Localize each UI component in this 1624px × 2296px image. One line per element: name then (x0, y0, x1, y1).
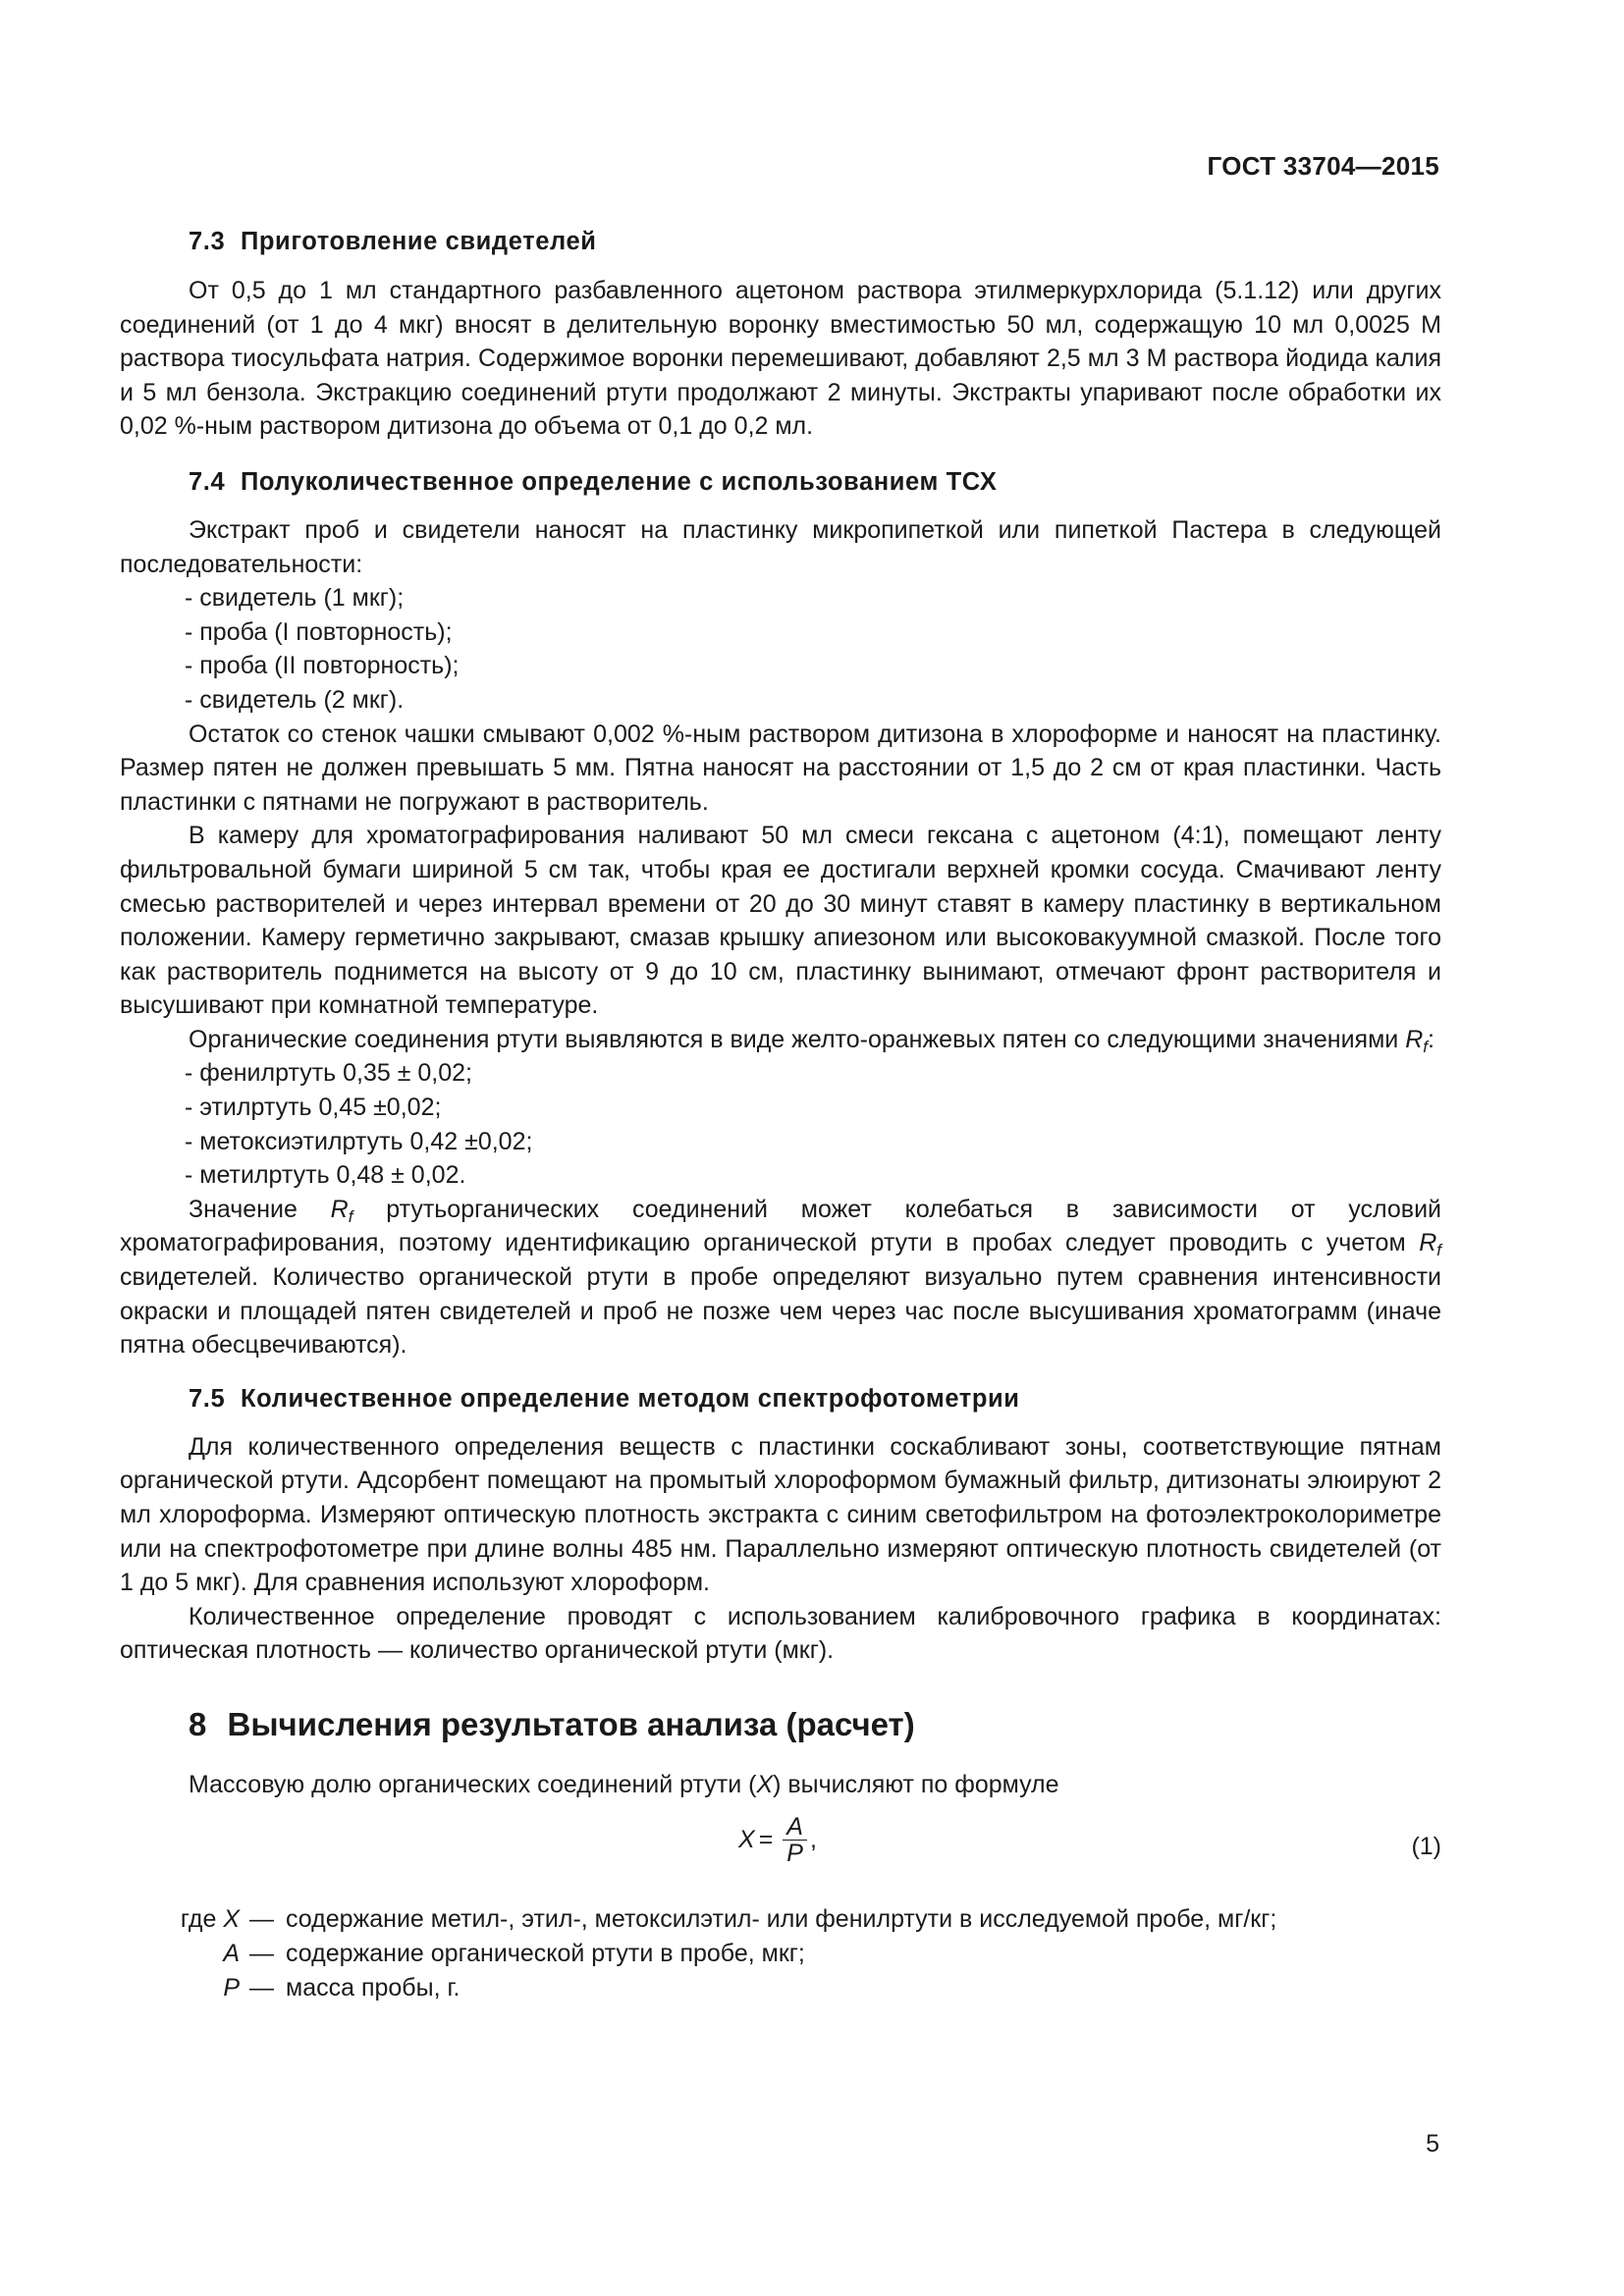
symbol-f: f (1423, 1037, 1428, 1056)
text-run: свидетелей. Количество органической ртути в пробе определяют визуально путем сравнения интенсивности окраски и площадей пятен свидетелей и проб не позже чем через час после высушивания хроматограмм (иначе пятна обесцвечиваются). (120, 1263, 1441, 1360)
section-number: 7.3 (189, 228, 226, 255)
list-item: - фенилртуть 0,35 ± 0,02; (185, 1059, 472, 1088)
section-number: 7.4 (189, 467, 226, 496)
definition-dash: — (249, 1939, 274, 1967)
formula-denominator: P (786, 1839, 803, 1867)
definition-text: содержание органической ртути в пробе, мкг; (286, 1939, 805, 1967)
formula-lhs: X (738, 1825, 755, 1853)
formula-equals: = (758, 1825, 774, 1853)
text-run: Массовую долю органических соединений ртути ( (189, 1770, 757, 1798)
symbol-r: R (330, 1195, 349, 1223)
symbol-r: R (1405, 1025, 1424, 1053)
definition-row (120, 1971, 1441, 2005)
list-item: - метоксиэтилртуть 0,42 ±0,02; (185, 1127, 533, 1155)
document-id: ГОСТ 33704—2015 (1207, 151, 1439, 181)
section-7-3-heading (120, 225, 1441, 258)
section-title: Вычисления результатов анализа (расчет) (227, 1705, 915, 1742)
text-run: Органические соединения ртути выявляются в виде желто-оранжевых пятен со следующими значениями (189, 1025, 1406, 1053)
section-title: Приготовление свидетелей (240, 228, 597, 255)
list-item: - метилртуть 0,48 ± 0,02. (185, 1161, 466, 1190)
symbol-f: f (1436, 1241, 1441, 1260)
list-item: - проба (II повторность); (185, 652, 460, 680)
text-run: ртутьорганических соединений может колебаться в зависимости от условий хроматографирования, поэтому идентификацию органической ртути в пробах следует проводить с учетом (120, 1195, 1442, 1257)
paragraph (120, 1768, 1441, 1802)
definition-dash: — (249, 1904, 274, 1933)
definition-dash: — (249, 1973, 274, 2002)
definition-text: масса пробы, г. (286, 1973, 460, 2002)
section-7-5-heading (120, 1382, 1441, 1415)
symbol-f: f (348, 1206, 353, 1226)
symbol: A (223, 1939, 240, 1967)
formula-tail: , (809, 1825, 817, 1853)
rf-symbol (330, 1195, 353, 1226)
paragraph: От 0,5 до 1 мл стандартного разбавленного ацетоном раствора этилмеркурхлорида (5.1.12) или других соединений (от 1 до 4 мкг) вносят в делительную воронку вместимостью 50 мл, содержащую 10 мл 0,0025 М раствора тиосульфата натрия. Содержимое воронки перемешивают, добавляют 2,5 мл 3 М раствора йодида калия и 5 мл бензола. Экстракцию соединений ртути продолжают 2 минуты. Экстракты упаривают после обработки их 0,02 %-ным раствором дитизона до объема от 0,1 до 0,2 мл. (120, 277, 1441, 441)
paragraph (120, 1023, 1441, 1057)
symbol: P (223, 1973, 240, 2002)
rf-symbol (1419, 1229, 1441, 1260)
section-title: Полуколичественное определение с использованием ТСХ (240, 467, 998, 496)
definition-symbol (120, 1971, 240, 2005)
page-number: 5 (1426, 2130, 1439, 2158)
list-item: - свидетель (1 мкг); (185, 584, 405, 613)
section-number: 8 (189, 1705, 207, 1742)
paragraph (120, 1193, 1441, 1362)
page-body (120, 225, 1441, 2005)
paragraph: В камеру для хроматографирования наливают 50 мл смеси гексана с ацетоном (4:1), помещают ленту фильтровальной бумаги шириной 5 см так, чтобы края ее достигали верхней кромки сосуда. Смачивают ленту смесью растворителей и через интервал времени от 20 до 30 минут ставят в камеру пластинку в вертикальном положении. Камеру герметично закрывают, смазав крышку апиезоном или высоковакуумной смазкой. После того как растворитель поднимется на высоту от 9 до 10 см, пластинку вынимают, отмечают фронт растворителя и высушивают при комнатной температуре. (120, 822, 1441, 1020)
symbol-x: X (756, 1770, 774, 1798)
formula-numerator: A (783, 1814, 807, 1841)
text-run: Значение (189, 1195, 331, 1223)
paragraph: Количественное определение проводят с использованием калибровочного графика в координатах: оптическая плотность — количество органической ртути (мкг). (120, 1602, 1441, 1665)
formula-1 (120, 1812, 1441, 1881)
paragraph: Экстракт проб и свидетели наносят на пластинку микропипеткой или пипеткой Пастера в следующей последовательности: (120, 515, 1441, 578)
definition-symbol (120, 1937, 240, 1971)
paragraph: Остаток со стенок чашки смывают 0,002 %-ным раствором дитизона в хлороформе и наносят на пластинку. Размер пятен не должен превышать 5 мм. Пятна наносят на расстоянии от 1,5 до 2 см от края пластинки. Часть пластинки с пятнами не погружают в растворитель. (120, 720, 1441, 816)
variable-definitions (120, 1902, 1441, 2005)
definition-text: содержание метил-, этил-, метоксилэтил- или фенилртути в исследуемой пробе, мг/кг; (286, 1904, 1277, 1933)
list-item: - этилртуть 0,45 ±0,02; (185, 1094, 442, 1122)
symbol: X (223, 1904, 240, 1933)
text-run: ) вычисляют по формуле (773, 1770, 1059, 1798)
text-run: : (1427, 1025, 1435, 1053)
formula-expression (738, 1814, 817, 1866)
list-item: - свидетель (2 мкг). (185, 685, 405, 714)
equation-number: (1) (1411, 1832, 1441, 1860)
section-title: Количественное определение методом спектрофотометрии (240, 1384, 1020, 1413)
where-prefix: где (180, 1904, 224, 1933)
rf-symbol (1405, 1025, 1428, 1056)
paragraph: Для количественного определения веществ с пластинки соскабливают зоны, соответствующие пятнам органической ртути. Адсорбент помещают на промытый хлороформом бумажный фильтр, дитизонаты элюируют 2 мл хлороформа. Измеряют оптическую плотность экстракта с синим светофильтром на фотоэлектроколориметре или на спектрофотометре при длине волны 485 нм. Параллельно измеряют оптическую плотность свидетелей (от 1 до 5 мкг). Для сравнения используют хлороформ. (120, 1432, 1441, 1597)
section-8-heading (120, 1703, 1441, 1746)
section-number: 7.5 (189, 1384, 226, 1413)
definition-row (120, 1937, 1441, 1971)
formula-fraction (783, 1814, 807, 1866)
section-7-4-heading (120, 465, 1441, 499)
definition-symbol (120, 1902, 240, 1937)
definition-row (120, 1902, 1441, 1937)
list-item: - проба (I повторность); (185, 617, 453, 646)
symbol-r: R (1419, 1229, 1437, 1257)
